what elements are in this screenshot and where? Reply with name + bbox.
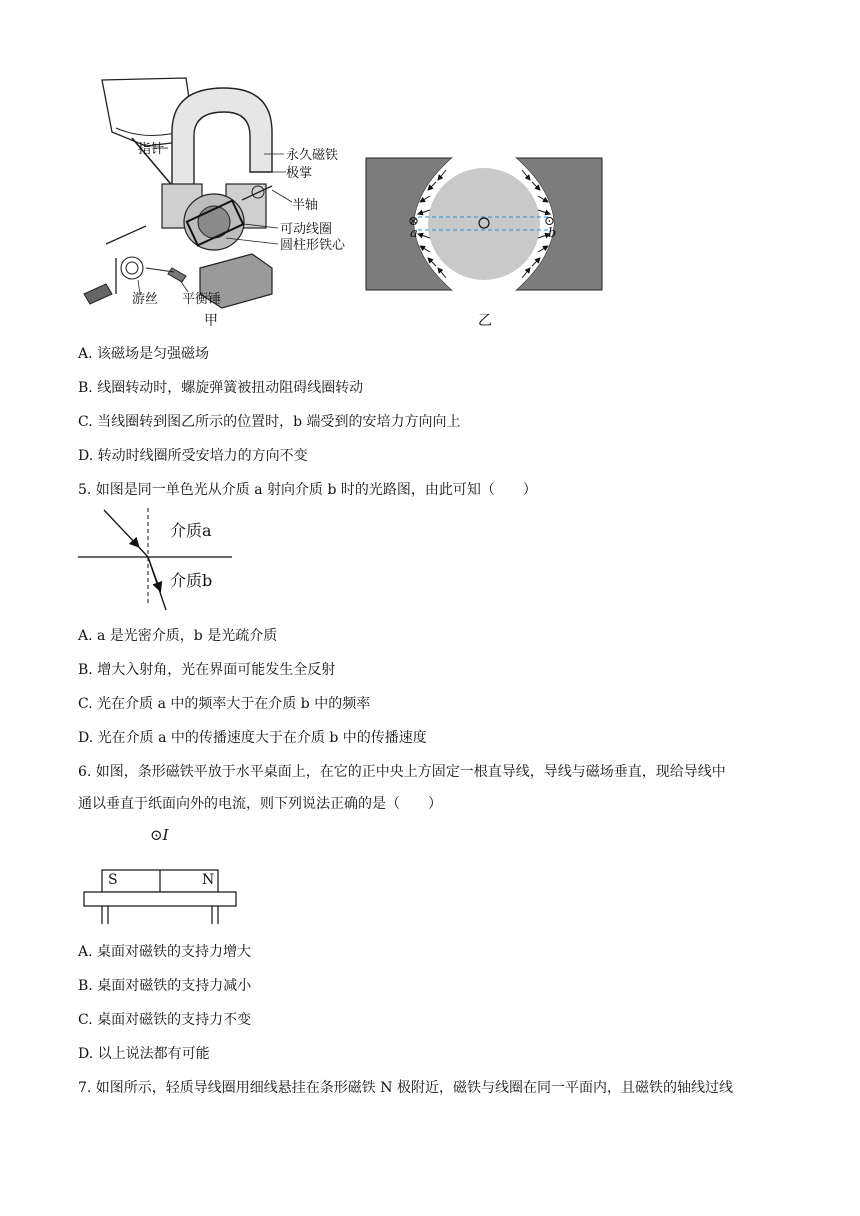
label-a: a bbox=[410, 226, 418, 241]
label-medium-b: 介质b bbox=[170, 571, 213, 590]
current-out-of-page-label: ⊙I bbox=[150, 826, 169, 844]
label-pole-piece: 极掌 bbox=[286, 166, 313, 181]
label-half-axle: 半轴 bbox=[292, 198, 319, 213]
q6-option-a: A. 桌面对磁铁的支持力增大 bbox=[78, 944, 252, 960]
q5-figure bbox=[76, 506, 236, 616]
caption-yi: 乙 bbox=[478, 313, 492, 329]
label-hairspring: 游丝 bbox=[132, 292, 159, 307]
q6-option-b: B. 桌面对磁铁的支持力减小 bbox=[78, 978, 252, 994]
label-medium-a: 介质a bbox=[170, 521, 212, 540]
figure-jia bbox=[76, 72, 366, 332]
label-b: b bbox=[548, 226, 557, 241]
q5-option-d: D. 光在介质 a 中的传播速度大于在介质 b 中的传播速度 bbox=[78, 730, 427, 746]
magnet-north-label: N bbox=[202, 872, 215, 888]
q6-figure bbox=[80, 822, 240, 928]
caption-jia: 甲 bbox=[204, 313, 218, 329]
q7-stem-line1: 7. 如图所示，轻质导线圈用细线悬挂在条形磁铁 N 极附近，磁铁与线圈在同一平面内，且磁铁的轴线过线 bbox=[78, 1080, 733, 1096]
label-moving-coil: 可动线圈 bbox=[280, 222, 333, 237]
q5-option-b: B. 增大入射角，光在界面可能发生全反射 bbox=[78, 662, 336, 678]
q5-option-a: A. a 是光密介质，b 是光疏介质 bbox=[78, 628, 278, 644]
q4-option-d: D. 转动时线圈所受安培力的方向不变 bbox=[78, 448, 308, 464]
label-permanent-magnet: 永久磁铁 bbox=[286, 148, 339, 163]
q4-option-c: C. 当线圈转到图乙所示的位置时，b 端受到的安培力方向向上 bbox=[78, 414, 461, 430]
q4-option-a: A. 该磁场是匀强磁场 bbox=[78, 346, 210, 362]
label-pointer: 指针 bbox=[138, 142, 165, 157]
radial-field-diagram bbox=[364, 156, 604, 292]
q6-stem-line2: 通以垂直于纸面向外的电流，则下列说法正确的是（ ） bbox=[78, 796, 442, 812]
refraction-diagram bbox=[76, 506, 236, 616]
label-counterweight: 平衡锤 bbox=[182, 292, 222, 307]
q5-option-c: C. 光在介质 a 中的频率大于在介质 b 中的频率 bbox=[78, 696, 371, 712]
q5-stem: 5. 如图是同一单色光从介质 a 射向介质 b 时的光路图，由此可知（ ） bbox=[78, 482, 537, 498]
q6-stem-line1: 6. 如图，条形磁铁平放于水平桌面上，在它的正中央上方固定一根直导线，导线与磁场垂直，现给导线中 bbox=[78, 764, 726, 780]
q6-option-d: D. 以上说法都有可能 bbox=[78, 1046, 210, 1062]
figure-yi bbox=[364, 156, 604, 332]
current-out-of-page-symbol: ⊙ bbox=[544, 214, 555, 229]
q6-option-c: C. 桌面对磁铁的支持力不变 bbox=[78, 1012, 252, 1028]
current-into-page-symbol: ⊗ bbox=[408, 214, 419, 229]
q4-option-b: B. 线圈转动时，螺旋弹簧被扭动阻碍线圈转动 bbox=[78, 380, 364, 396]
label-iron-core: 圆柱形铁心 bbox=[280, 238, 346, 253]
magnet-south-label: S bbox=[108, 872, 118, 888]
